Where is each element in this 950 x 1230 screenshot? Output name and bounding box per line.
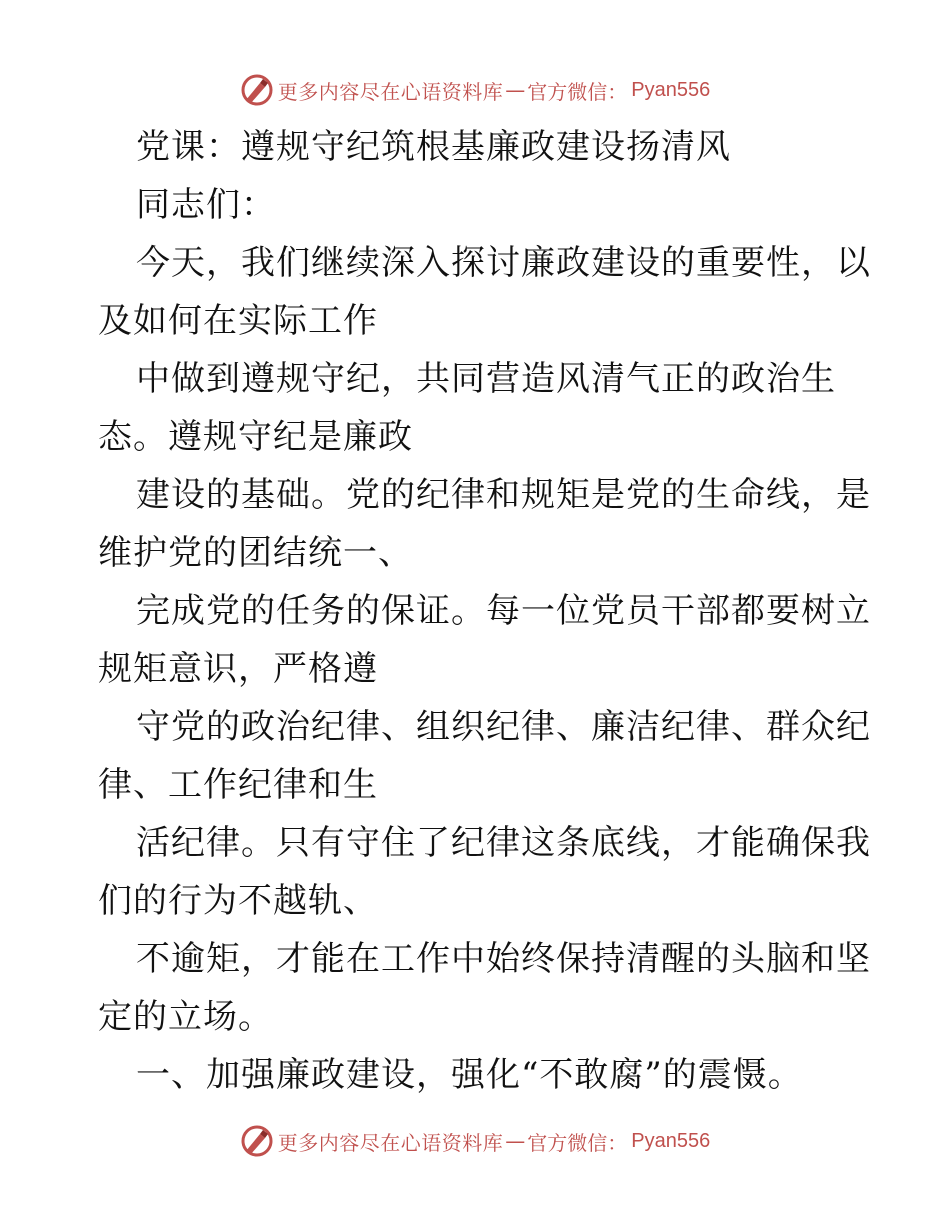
body-text-line: 完成党的任务的保证。每一位党员干部都要树立 <box>136 591 871 631</box>
document-greeting: 同志们： <box>136 185 276 225</box>
body-text-line: 不逾矩，才能在工作中始终保持清醒的头脑和坚 <box>136 939 871 979</box>
watermark-wechat-label: 官方微信： <box>527 79 628 104</box>
watermark-footer <box>0 1121 950 1161</box>
document-title: 党课：遵规守纪筑根基廉政建设扬清风 <box>136 127 731 167</box>
document-body <box>98 118 871 1104</box>
watermark-header <box>0 70 950 110</box>
pen-logo-icon <box>240 73 274 107</box>
pen-logo-icon <box>240 1124 274 1158</box>
body-text-line: 中做到遵规守纪，共同营造风清气正的政治生 <box>136 359 836 399</box>
watermark-separator: — <box>505 1129 526 1153</box>
body-text-line: 定的立场。 <box>98 997 273 1037</box>
watermark-separator: — <box>505 78 526 102</box>
watermark-wechat-id: Pyan556 <box>631 78 711 101</box>
body-text-line: 态。遵规守纪是廉政 <box>98 417 413 457</box>
watermark-wechat-id: Pyan556 <box>631 1129 711 1152</box>
body-text-line: 一、加强廉政建设，强化“不敢腐”的震慑。 <box>136 1055 803 1095</box>
body-text-line: 规矩意识，严格遵 <box>98 649 378 689</box>
body-text-line: 及如何在实际工作 <box>98 301 378 341</box>
watermark-text: 更多内容尽在心语资料库 <box>277 1130 504 1155</box>
paragraph-lines <box>98 234 871 1104</box>
body-text-line: 律、工作纪律和生 <box>98 765 378 805</box>
body-text-line: 今天，我们继续深入探讨廉政建设的重要性，以 <box>136 243 871 283</box>
body-text-line: 们的行为不越轨、 <box>98 881 378 921</box>
body-text-line: 活纪律。只有守住了纪律这条底线，才能确保我 <box>136 823 871 863</box>
body-text-line: 守党的政治纪律、组织纪律、廉洁纪律、群众纪 <box>136 707 871 747</box>
body-text-line: 建设的基础。党的纪律和规矩是党的生命线，是 <box>136 475 871 515</box>
watermark-text: 更多内容尽在心语资料库 <box>277 79 504 104</box>
body-text-line: 维护党的团结统一、 <box>98 533 413 573</box>
watermark-wechat-label: 官方微信： <box>527 1130 628 1155</box>
